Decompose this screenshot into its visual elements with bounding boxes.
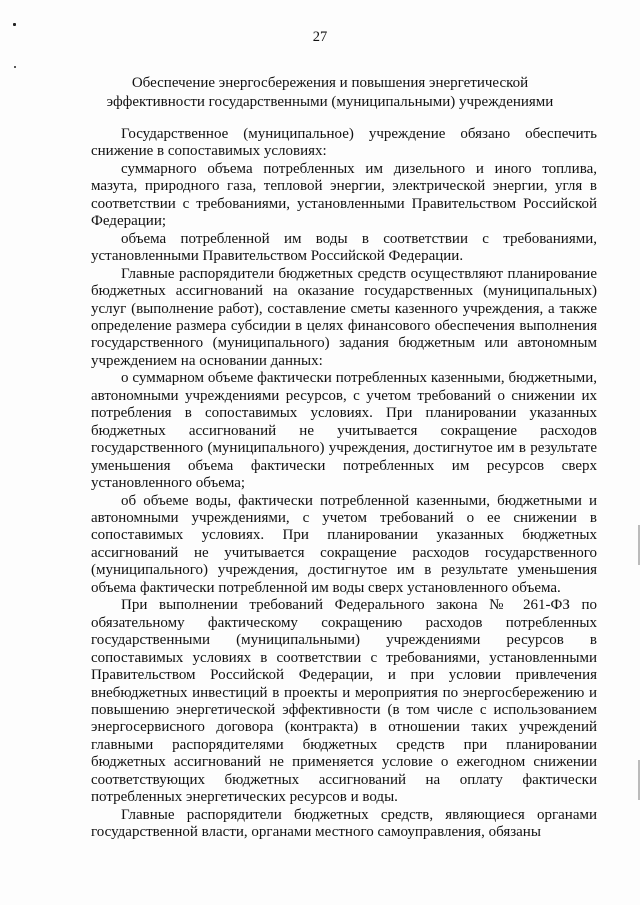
scan-artifact-mark [14,66,16,68]
paragraph: об объеме воды, фактически потребленной казенными, бюджетными и автономными учреждениями, с учетом требований о ее снижении в сопоставимых условиях. При планировании указанных бюджетных ассигнований не учитывается сокращение расходов государственного (муниципального) учреждения, достигнутое им в результате уменьшения объема фактически потребленной им воды сверх установленного объема. [91,492,597,596]
paragraph: При выполнении требований Федерального закона № 261-ФЗ по обязательному фактическому сокращению расходов потребленных государственными (муниципальными) учреждениями ресурсов в сопоставимых условиях в соответствии с требованиями, установленными Правительством Российской Федерации, и при условии привлечения внебюджетных инвестиций в проекты и мероприятия по энергосбережению и повышению энергетической эффективности (в том числе с использованием энергосервисного договора (контракта) в отношении таких учреждений главными распорядителями бюджетных средств при планировании бюджетных ассигнований не применяется условие о ежегодном снижении соответствующих бюджетных ассигнований на оплату фактически потребленных энергетических ресурсов и воды. [91,597,597,806]
section-title-line: эффективности государственными (муниципальными) учреждениями [106,94,554,110]
section-title-line: Обеспечение энергосбережения и повышения энергетической [131,75,529,91]
scan-artifact-mark [13,23,16,26]
paragraph: Главные распорядители бюджетных средств осуществляют планирование бюджетных ассигнований на оказание государственных (муниципальных) услуг (выполнение работ), составление сметы казенного учреждения, а также определение размера субсидии в целях финансового обеспечения выполнения государственного (муниципального) задания бюджетным или автономным учреждением на основании данных: [91,265,597,369]
document-body [91,126,597,842]
paragraph: о суммарном объеме фактически потребленных казенными, бюджетными, автономными учреждениями ресурсов, с учетом требований о снижении их потребления в сопоставимых условиях. При планировании указанных бюджетных ассигнований не учитывается сокращение расходов государственного (муниципального) учреждения, достигнутое им в результате уменьшения объема фактически потребленных им ресурсов сверх установленного объема; [91,370,597,492]
page-number: 27 [312,29,328,45]
section-title [80,74,580,112]
paragraph: Главные распорядители бюджетных средств, являющиеся органами государственной власти, органами местного самоуправления, обязаны [91,806,597,841]
paragraph: Государственное (муниципальное) учреждение обязано обеспечить снижение в сопоставимых условиях: [91,126,597,160]
paragraph: суммарного объема потребленных им дизельного и иного топлива, мазута, природного газа, тепловой энергии, электрической энергии, угля в соответствии с требованиями, установленными Правительством Российской Федерации; [91,160,597,230]
paragraph: объема потребленной им воды в соответствии с требованиями, установленными Правительством Российской Федерации. [91,230,597,265]
